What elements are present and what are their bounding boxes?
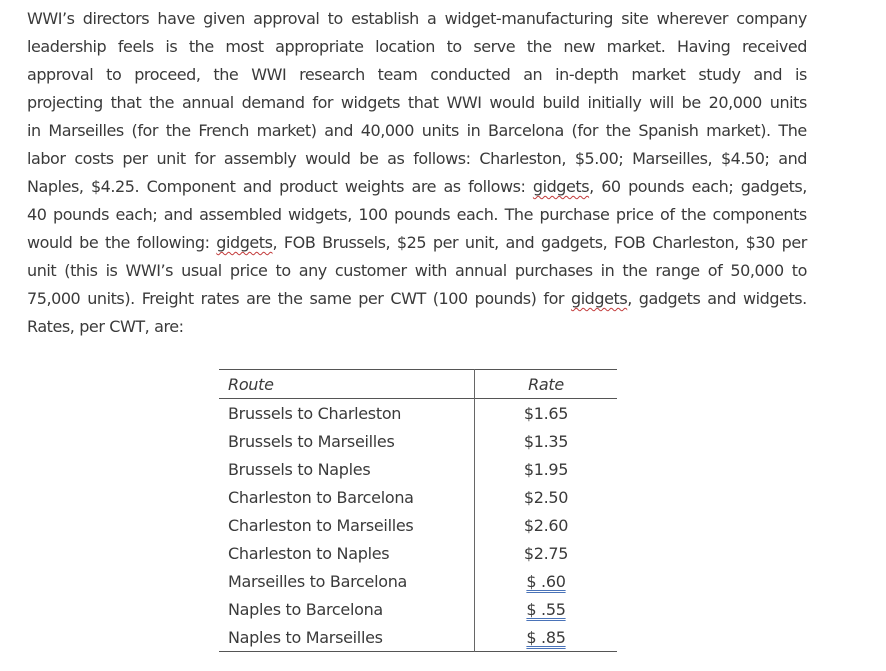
word: be	[79, 233, 99, 252]
word: Charleston,	[652, 233, 739, 252]
word: of	[707, 261, 723, 280]
word: the	[622, 261, 648, 280]
route-cell: Marseilles to Barcelona	[219, 567, 475, 595]
word: each.	[456, 205, 499, 224]
word: are	[246, 289, 271, 308]
word: widgets	[340, 93, 401, 112]
word: (for	[571, 121, 598, 140]
paragraph-line	[27, 61, 807, 89]
word: most	[225, 37, 264, 56]
paragraph-line	[27, 145, 807, 173]
word: WWI	[251, 65, 287, 84]
word: appropriate	[275, 37, 364, 56]
word: Freight	[141, 289, 194, 308]
word: the	[165, 121, 191, 140]
word: received	[741, 37, 807, 56]
word: assembled	[199, 205, 282, 224]
word: (this	[64, 261, 98, 280]
rate-cell	[475, 567, 618, 595]
word: Component	[146, 177, 236, 196]
table-row	[219, 455, 617, 483]
paragraph-line	[27, 89, 807, 117]
word: study	[698, 65, 741, 84]
word: WWI	[446, 93, 482, 112]
word: rates	[200, 289, 240, 308]
word: in	[27, 121, 41, 140]
word: units	[769, 93, 807, 112]
table-row	[219, 539, 617, 567]
word: unit	[27, 261, 57, 280]
paragraph-line	[27, 285, 807, 313]
word: the	[605, 121, 631, 140]
word: build	[542, 93, 580, 112]
word: and	[707, 289, 737, 308]
word: a	[427, 9, 437, 28]
word: to	[791, 261, 807, 280]
word: Brussels,	[322, 233, 391, 252]
word: Spanish	[638, 121, 699, 140]
table-row	[219, 511, 617, 539]
word: be	[359, 149, 379, 168]
paragraph-line	[27, 229, 807, 257]
word: per	[432, 233, 459, 252]
rate-value: $1.95	[523, 459, 569, 479]
word: to	[106, 65, 122, 84]
paragraph-line	[27, 173, 807, 201]
word: costs	[74, 149, 114, 168]
word: $25	[396, 233, 427, 252]
word: in-depth	[555, 65, 619, 84]
word: customer	[334, 261, 407, 280]
rate-cell	[475, 427, 618, 455]
word: pounds	[628, 177, 685, 196]
word: $4.50;	[720, 149, 770, 168]
word: gidgets,	[570, 289, 632, 308]
word: serve	[473, 37, 516, 56]
word: gadgets	[638, 289, 701, 308]
word: of	[659, 205, 675, 224]
word: and	[778, 149, 807, 168]
table-row	[219, 399, 617, 428]
rate-value: $2.60	[523, 515, 569, 535]
word: in	[600, 261, 615, 280]
word: and	[505, 233, 535, 252]
paragraph-line	[27, 257, 807, 285]
word: as	[387, 149, 405, 168]
word: market.	[606, 37, 666, 56]
route-cell: Brussels to Charleston	[219, 399, 475, 428]
rate-value: $ .85	[526, 627, 566, 647]
route-cell: Charleston to Barcelona	[219, 483, 475, 511]
word: widget-manufacturing	[444, 9, 614, 28]
rate-cell	[475, 455, 618, 483]
word: Naples,	[27, 177, 84, 196]
word: as	[443, 177, 461, 196]
word: unit,	[464, 233, 499, 252]
word: per	[781, 233, 807, 252]
word: for	[194, 149, 216, 168]
table-row	[219, 427, 617, 455]
word: the	[526, 37, 552, 56]
word: Barcelona	[488, 121, 564, 140]
word: the	[105, 233, 130, 252]
paragraph-line	[27, 33, 807, 61]
word: usual	[181, 261, 222, 280]
word: are:	[154, 317, 184, 336]
word: 40,000	[360, 121, 415, 140]
word: purchases	[514, 261, 593, 280]
word: conducted	[430, 65, 511, 84]
rate-value: $1.65	[523, 403, 569, 423]
freight-rates-table	[219, 369, 617, 652]
rate-cell	[475, 539, 618, 567]
word: any	[298, 261, 327, 280]
body-paragraph	[27, 5, 807, 341]
word: price	[229, 261, 268, 280]
word: that	[110, 93, 142, 112]
word: proceed,	[134, 65, 201, 84]
word: the	[213, 65, 239, 84]
word: gadgets,	[740, 177, 807, 196]
word: follows:	[468, 177, 526, 196]
rate-cell	[475, 483, 618, 511]
rate-value: $1.35	[523, 431, 569, 451]
word: the	[149, 93, 175, 112]
word: an	[523, 65, 543, 84]
word: is	[165, 37, 178, 56]
word: assembly	[223, 149, 297, 168]
word: The	[778, 121, 807, 140]
word: The	[504, 205, 533, 224]
word: annual	[454, 261, 507, 280]
word: company	[736, 9, 807, 28]
route-cell: Charleston to Marseilles	[219, 511, 475, 539]
word: (100	[432, 289, 468, 308]
word: to	[446, 37, 462, 56]
word: pounds)	[474, 289, 537, 308]
word: is	[105, 261, 118, 280]
route-cell: Brussels to Marseilles	[219, 427, 475, 455]
word: and	[753, 65, 783, 84]
word: labor	[27, 149, 66, 168]
word: 60	[601, 177, 621, 196]
word: 20,000	[708, 93, 762, 112]
word: gidgets,	[532, 177, 594, 196]
word: directors	[82, 9, 150, 28]
word: 40	[27, 205, 47, 224]
word: per	[358, 289, 384, 308]
word: demand	[241, 93, 305, 112]
word: to	[327, 9, 343, 28]
rate-cell	[475, 595, 618, 623]
word: and	[163, 205, 193, 224]
word: and	[324, 121, 353, 140]
word: market)	[256, 121, 317, 140]
word: Rates,	[27, 317, 75, 336]
word: same	[309, 289, 352, 308]
word: $30	[745, 233, 775, 252]
table-header-row	[219, 370, 617, 399]
word: Having	[677, 37, 731, 56]
table-row	[219, 567, 617, 595]
word: pounds	[394, 205, 451, 224]
word: WWI’s	[125, 261, 174, 280]
word: in	[466, 121, 481, 140]
word: $4.25.	[90, 177, 140, 196]
word: the	[681, 205, 706, 224]
word: annual	[181, 93, 234, 112]
word: Charleston,	[479, 149, 567, 168]
word: site	[621, 9, 649, 28]
rate-value: $2.75	[523, 543, 569, 563]
word: have	[157, 9, 195, 28]
word: $5.00;	[574, 149, 624, 168]
word: 50,000	[730, 261, 784, 280]
word: the	[277, 289, 303, 308]
word: are	[411, 177, 436, 196]
word: per	[122, 149, 148, 168]
rate-cell	[475, 511, 618, 539]
table-row	[219, 623, 617, 652]
word: with	[414, 261, 447, 280]
word: each;	[691, 177, 734, 196]
word: approval	[27, 65, 94, 84]
paragraph-line	[27, 117, 807, 145]
route-cell: Charleston to Naples	[219, 539, 475, 567]
rate-cell	[475, 399, 618, 428]
word: units).	[87, 289, 135, 308]
word: CWT	[390, 289, 426, 308]
rate-column-header: Rate	[528, 374, 564, 394]
word: Marseilles,	[632, 149, 713, 168]
word: to	[275, 261, 291, 280]
word: will	[649, 93, 674, 112]
word: would	[489, 93, 535, 112]
word: projecting	[27, 93, 103, 112]
word: each;	[115, 205, 158, 224]
rate-value: $2.50	[523, 487, 569, 507]
word: market).	[706, 121, 771, 140]
word: new	[563, 37, 596, 56]
paragraph-line	[27, 5, 807, 33]
word: team	[377, 65, 418, 84]
word: location	[375, 37, 435, 56]
word: wherever	[656, 9, 729, 28]
word: gidgets,	[216, 233, 278, 252]
word: following:	[136, 233, 210, 252]
word: follows:	[413, 149, 471, 168]
rate-cell	[475, 623, 618, 652]
word: market	[631, 65, 686, 84]
word: establish	[351, 9, 419, 28]
table-row	[219, 483, 617, 511]
word: purchase	[539, 205, 610, 224]
word: product	[279, 177, 338, 196]
word: for	[312, 93, 334, 112]
route-column-header: Route	[219, 370, 475, 399]
word: Marseilles	[48, 121, 124, 140]
word: for	[543, 289, 565, 308]
word: French	[198, 121, 249, 140]
word: the	[188, 37, 214, 56]
word: is	[795, 65, 807, 84]
word: unit	[156, 149, 186, 168]
word: gadgets,	[541, 233, 608, 252]
word: research	[299, 65, 365, 84]
word: given	[203, 9, 245, 28]
word: and	[242, 177, 272, 196]
word: 75,000	[27, 289, 81, 308]
word: price	[615, 205, 654, 224]
route-cell: Naples to Barcelona	[219, 595, 475, 623]
word: WWI’s	[27, 9, 75, 28]
paragraph-line	[27, 313, 807, 341]
rate-value: $ .55	[526, 599, 566, 619]
word: widgets.	[743, 289, 807, 308]
word: feels	[117, 37, 154, 56]
word: be	[681, 93, 701, 112]
word: that	[407, 93, 439, 112]
rate-value: $ .60	[526, 571, 566, 591]
word: 100	[358, 205, 388, 224]
word: range	[655, 261, 700, 280]
word: (for	[131, 121, 158, 140]
paragraph-line	[27, 201, 807, 229]
route-cell: Naples to Marseilles	[219, 623, 475, 652]
word: would	[27, 233, 73, 252]
word: approval	[253, 9, 320, 28]
word: pounds	[52, 205, 110, 224]
table-row	[219, 595, 617, 623]
word: weights	[344, 177, 405, 196]
word: would	[305, 149, 351, 168]
word: leadership	[27, 37, 107, 56]
word: FOB	[614, 233, 646, 252]
word: units	[421, 121, 459, 140]
word: initially	[587, 93, 642, 112]
route-cell: Brussels to Naples	[219, 455, 475, 483]
word: CWT,	[109, 317, 150, 336]
word: widgets,	[288, 205, 352, 224]
word: FOB	[283, 233, 316, 252]
word: per	[79, 317, 105, 336]
word: components	[712, 205, 807, 224]
